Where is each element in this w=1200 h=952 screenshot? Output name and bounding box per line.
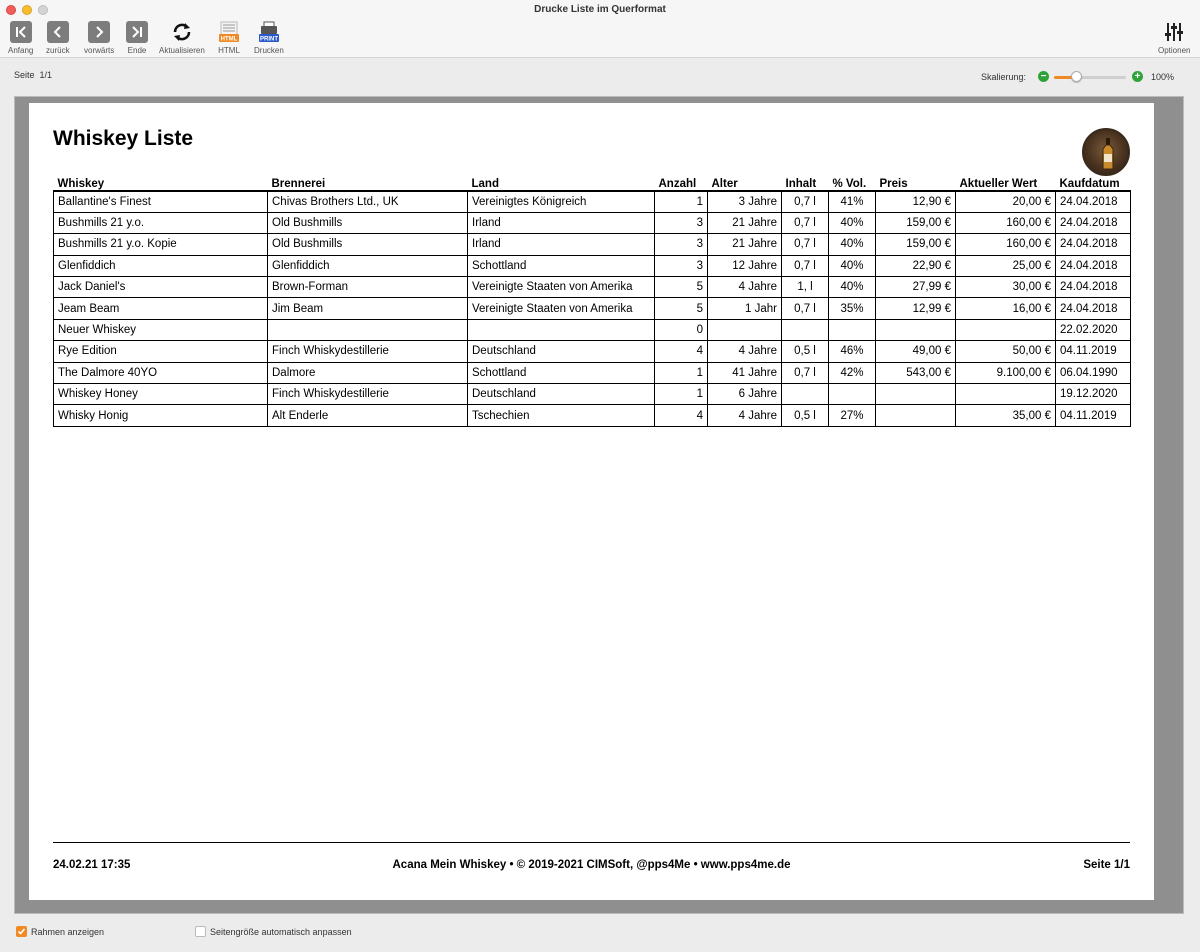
table-cell: [708, 319, 782, 340]
footer-copyright: Acana Mein Whiskey • © 2019-2021 CIMSoft, @pps4Me • www.pps4me.de: [392, 859, 791, 871]
table-cell: [956, 319, 1056, 340]
html-export-button[interactable]: [218, 21, 240, 55]
window-title: Drucke Liste im Querformat: [534, 4, 666, 15]
table-cell: 0,7 l: [782, 191, 829, 212]
table-cell: Neuer Whiskey: [54, 319, 268, 340]
table-row: [54, 298, 1131, 319]
column-header[interactable]: Alter: [708, 176, 782, 191]
page-indicator: [14, 70, 52, 80]
table-cell: 42%: [829, 362, 876, 383]
table-cell: Bushmills 21 y.o. Kopie: [54, 234, 268, 255]
table-cell: Jack Daniel's: [54, 277, 268, 298]
table-cell: 4: [655, 341, 708, 362]
table-cell: 12,99 €: [876, 298, 956, 319]
footer-page-number: Seite 1/1: [1083, 859, 1130, 871]
table-cell: Glenfiddich: [54, 255, 268, 276]
table-row: [54, 341, 1131, 362]
page-indicator-value: 1/1: [39, 70, 53, 80]
table-cell: Tschechien: [468, 405, 655, 426]
previous-page-label: zurück: [46, 46, 70, 55]
table-cell: [829, 384, 876, 405]
table-cell: 12,90 €: [876, 191, 956, 212]
print-label: Drucken: [254, 46, 284, 55]
table-cell: 3: [655, 212, 708, 233]
table-cell: [956, 384, 1056, 405]
table-cell: 24.04.2018: [1056, 298, 1131, 319]
table-cell: 1, l: [782, 277, 829, 298]
table-cell: 1: [655, 191, 708, 212]
print-button[interactable]: [254, 21, 284, 55]
table-cell: Brown-Forman: [268, 277, 468, 298]
table-cell: 24.04.2018: [1056, 191, 1131, 212]
table-cell: 24.04.2018: [1056, 255, 1131, 276]
table-cell: Finch Whiskydestillerie: [268, 341, 468, 362]
table-cell: 04.11.2019: [1056, 405, 1131, 426]
table-cell: Bushmills 21 y.o.: [54, 212, 268, 233]
table-cell: Whisky Honig: [54, 405, 268, 426]
table-cell: 20,00 €: [956, 191, 1056, 212]
table-row: [54, 405, 1131, 426]
previous-page-button[interactable]: [46, 21, 70, 55]
table-cell: 159,00 €: [876, 234, 956, 255]
html-file-icon: [218, 21, 240, 43]
first-page-label: Anfang: [8, 46, 34, 55]
sliders-icon: [1163, 21, 1185, 43]
table-cell: [782, 319, 829, 340]
table-cell: 543,00 €: [876, 362, 956, 383]
table-cell: Irland: [468, 234, 655, 255]
table-cell: 0,5 l: [782, 341, 829, 362]
table-cell: [876, 319, 956, 340]
table-cell: 3: [655, 234, 708, 255]
table-cell: 24.04.2018: [1056, 277, 1131, 298]
table-cell: 04.11.2019: [1056, 341, 1131, 362]
table-cell: 3: [655, 255, 708, 276]
table-cell: [876, 384, 956, 405]
table-cell: 159,00 €: [876, 212, 956, 233]
table-cell: 1 Jahr: [708, 298, 782, 319]
print-badge-text: PRINT: [259, 36, 278, 43]
table-cell: Vereinigte Staaten von Amerika: [468, 298, 655, 319]
auto-fit-checkbox[interactable]: [195, 926, 352, 937]
whiskey-table: [53, 176, 1131, 427]
table-cell: 30,00 €: [956, 277, 1056, 298]
table-cell: Vereinigtes Königreich: [468, 191, 655, 212]
column-header[interactable]: % Vol.: [829, 176, 876, 191]
table-cell: Alt Enderle: [268, 405, 468, 426]
table-cell: Jeam Beam: [54, 298, 268, 319]
table-cell: Schottland: [468, 362, 655, 383]
table-cell: 41 Jahre: [708, 362, 782, 383]
footer-timestamp: 24.02.21 17:35: [53, 859, 131, 871]
table-header-row: [54, 176, 1131, 191]
table-cell: Whiskey Honey: [54, 384, 268, 405]
column-header[interactable]: Brennerei: [268, 176, 468, 191]
table-cell: 0,7 l: [782, 362, 829, 383]
table-cell: 12 Jahre: [708, 255, 782, 276]
table-row: [54, 319, 1131, 340]
table-cell: 22.02.2020: [1056, 319, 1131, 340]
zoom-in-icon[interactable]: +: [1132, 71, 1143, 82]
table-cell: 35,00 €: [956, 405, 1056, 426]
last-page-label: Ende: [127, 46, 147, 55]
table-cell: 22,90 €: [876, 255, 956, 276]
table-cell: Finch Whiskydestillerie: [268, 384, 468, 405]
refresh-label: Aktualisieren: [159, 46, 205, 55]
table-cell: 9.100,00 €: [956, 362, 1056, 383]
auto-fit-label: Seitengröße automatisch anpassen: [210, 926, 352, 937]
next-page-button[interactable]: [84, 21, 114, 55]
table-cell: 46%: [829, 341, 876, 362]
table-cell: 06.04.1990: [1056, 362, 1131, 383]
table-cell: 41%: [829, 191, 876, 212]
zoom-slider-knob[interactable]: [1071, 71, 1082, 82]
table-cell: 5: [655, 298, 708, 319]
table-cell: 24.04.2018: [1056, 234, 1131, 255]
table-cell: 4: [655, 405, 708, 426]
table-cell: 40%: [829, 212, 876, 233]
table-row: [54, 212, 1131, 233]
table-cell: [829, 319, 876, 340]
table-cell: 21 Jahre: [708, 212, 782, 233]
refresh-icon: [171, 21, 193, 43]
table-cell: Old Bushmills: [268, 234, 468, 255]
table-cell: 4 Jahre: [708, 405, 782, 426]
bottom-bar: [0, 914, 1200, 952]
scale-label: Skalierung:: [981, 72, 1027, 82]
column-header[interactable]: Whiskey: [54, 176, 268, 191]
table-cell: 0,5 l: [782, 405, 829, 426]
table-cell: 19.12.2020: [1056, 384, 1131, 405]
table-row: [54, 234, 1131, 255]
table-cell: Rye Edition: [54, 341, 268, 362]
table-cell: Chivas Brothers Ltd., UK: [268, 191, 468, 212]
table-cell: [782, 384, 829, 405]
last-page-button[interactable]: [126, 21, 148, 55]
first-page-button[interactable]: [8, 21, 33, 55]
table-cell: Irland: [468, 212, 655, 233]
table-cell: 0,7 l: [782, 298, 829, 319]
chevron-left-icon: [47, 21, 69, 43]
table-row: [54, 362, 1131, 383]
table-cell: Dalmore: [268, 362, 468, 383]
table-cell: 160,00 €: [956, 212, 1056, 233]
zoom-out-icon[interactable]: −: [1038, 71, 1049, 82]
checkbox-unchecked-icon: [195, 926, 206, 937]
table-cell: 5: [655, 277, 708, 298]
table-row: [54, 255, 1131, 276]
table-cell: 0,7 l: [782, 212, 829, 233]
document-title: Whiskey Liste: [53, 127, 194, 150]
table-cell: 35%: [829, 298, 876, 319]
refresh-button[interactable]: [159, 21, 205, 55]
footer-divider: [53, 842, 1130, 843]
preview-page: [29, 103, 1154, 900]
table-cell: 16,00 €: [956, 298, 1056, 319]
table-row: [54, 191, 1131, 212]
table-cell: 4 Jahre: [708, 277, 782, 298]
column-header[interactable]: Anzahl: [655, 176, 708, 191]
show-frame-checkbox[interactable]: [16, 926, 104, 937]
table-cell: 4 Jahre: [708, 341, 782, 362]
table-cell: 21 Jahre: [708, 234, 782, 255]
table-row: [54, 277, 1131, 298]
first-page-icon: [10, 21, 32, 43]
chevron-right-icon: [88, 21, 110, 43]
table-cell: 24.04.2018: [1056, 212, 1131, 233]
table-cell: Jim Beam: [268, 298, 468, 319]
table-cell: 1: [655, 384, 708, 405]
last-page-icon: [126, 21, 148, 43]
table-cell: Deutschland: [468, 384, 655, 405]
options-button[interactable]: [1158, 21, 1190, 55]
table-cell: Deutschland: [468, 341, 655, 362]
table-cell: Vereinigte Staaten von Amerika: [468, 277, 655, 298]
table-cell: 3 Jahre: [708, 191, 782, 212]
table-cell: Schottland: [468, 255, 655, 276]
table-cell: 49,00 €: [876, 341, 956, 362]
printer-icon: [258, 21, 280, 43]
table-cell: Ballantine's Finest: [54, 191, 268, 212]
show-frame-label: Rahmen anzeigen: [31, 926, 105, 937]
zoom-slider[interactable]: [1054, 76, 1126, 79]
table-cell: Glenfiddich: [268, 255, 468, 276]
table-cell: 1: [655, 362, 708, 383]
column-header[interactable]: Preis: [876, 176, 956, 191]
page-indicator-label: Seite: [14, 70, 35, 80]
column-header[interactable]: Inhalt: [782, 176, 829, 191]
table-cell: [468, 319, 655, 340]
zoom-value: 100%: [1151, 72, 1175, 82]
options-label: Optionen: [1158, 46, 1191, 55]
table-cell: 27%: [829, 405, 876, 426]
table-cell: 25,00 €: [956, 255, 1056, 276]
column-header[interactable]: Aktueller Wert: [956, 176, 1056, 191]
html-badge-text: HTML: [220, 36, 238, 43]
table-cell: Old Bushmills: [268, 212, 468, 233]
table-body: [54, 191, 1131, 426]
checkbox-checked-icon: [16, 926, 27, 937]
table-cell: [876, 405, 956, 426]
column-header[interactable]: Kaufdatum: [1056, 176, 1131, 191]
column-header[interactable]: Land: [468, 176, 655, 191]
table-cell: 27,99 €: [876, 277, 956, 298]
table-cell: 40%: [829, 255, 876, 276]
window-titlebar: [0, 0, 1200, 58]
table-cell: 0,7 l: [782, 234, 829, 255]
table-cell: 40%: [829, 234, 876, 255]
table-row: [54, 384, 1131, 405]
table-cell: 40%: [829, 277, 876, 298]
table-cell: 160,00 €: [956, 234, 1056, 255]
table-cell: [268, 319, 468, 340]
html-export-label: HTML: [218, 46, 240, 55]
table-cell: 0,7 l: [782, 255, 829, 276]
print-preview[interactable]: [14, 96, 1184, 914]
table-cell: The Dalmore 40YO: [54, 362, 268, 383]
next-page-label: vorwärts: [84, 46, 115, 55]
table-cell: 50,00 €: [956, 341, 1056, 362]
table-cell: 0: [655, 319, 708, 340]
table-cell: 6 Jahre: [708, 384, 782, 405]
whiskey-barrel-logo: [1082, 128, 1130, 176]
